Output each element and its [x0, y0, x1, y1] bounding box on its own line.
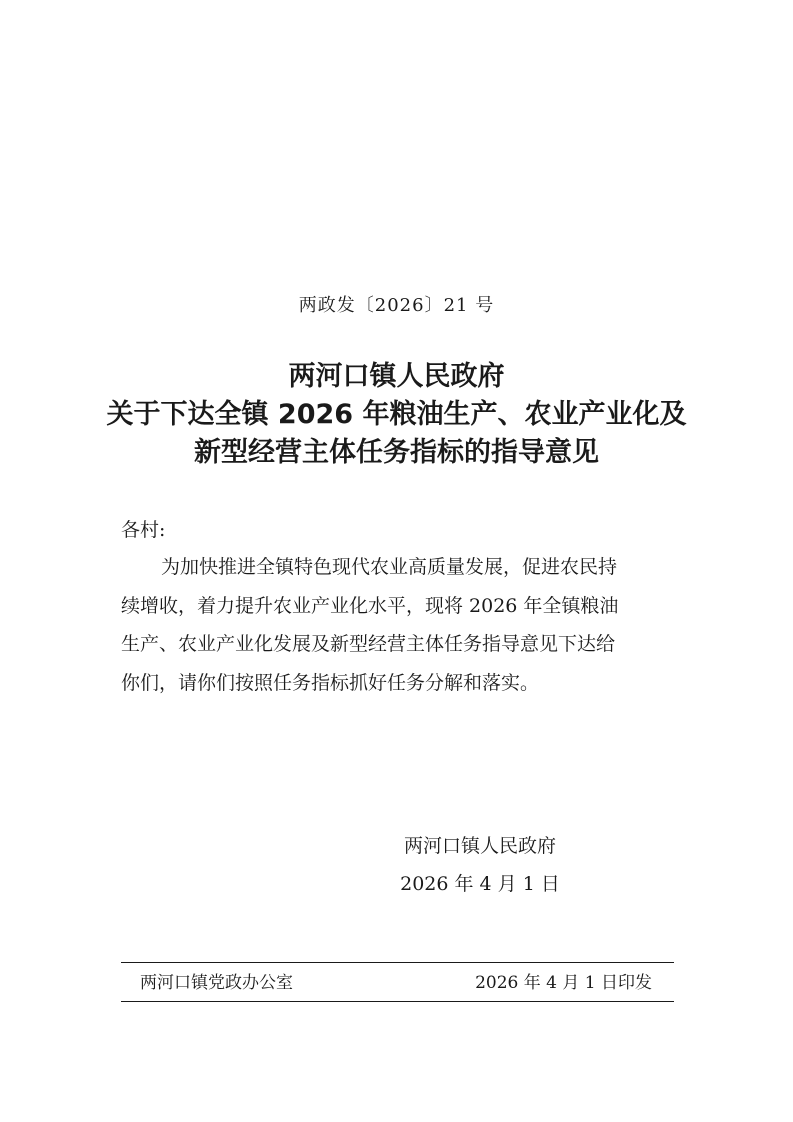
signature-date: 2026 年 4 月 1 日 — [400, 873, 560, 895]
footer-bottom-rule — [121, 1001, 674, 1002]
document-number: 两政发〔2026〕21 号 — [298, 295, 495, 316]
salutation: 各村: — [121, 519, 166, 541]
footer-top-rule — [121, 962, 674, 963]
body-line-2: 续增收，着力提升农业产业化水平，现将 2026 年全镇粮油 — [121, 594, 619, 617]
footer-issue-date: 2026 年 4 月 1 日印发 — [475, 973, 652, 993]
body-line-1: 为加快推进全镇特色现代农业高质量发展，促进农民持 — [161, 556, 618, 578]
document-title — [0, 358, 793, 472]
footer-issuer: 两河口镇党政办公室 — [140, 973, 293, 993]
title-line-3: 新型经营主体任务指标的指导意见 — [194, 437, 599, 468]
body-paragraph — [121, 548, 681, 702]
title-line-1: 两河口镇人民政府 — [288, 361, 505, 392]
title-line-2: 关于下达全镇 2026 年粮油生产、农业产业化及 — [106, 399, 687, 430]
body-line-3: 生产、农业产业化发展及新型经营主体任务指导意见下达给 — [121, 633, 616, 655]
body-line-4: 你们，请你们按照任务指标抓好任务分解和落实。 — [121, 671, 540, 694]
signature-org: 两河口镇人民政府 — [403, 835, 556, 857]
signature-block — [380, 827, 580, 903]
